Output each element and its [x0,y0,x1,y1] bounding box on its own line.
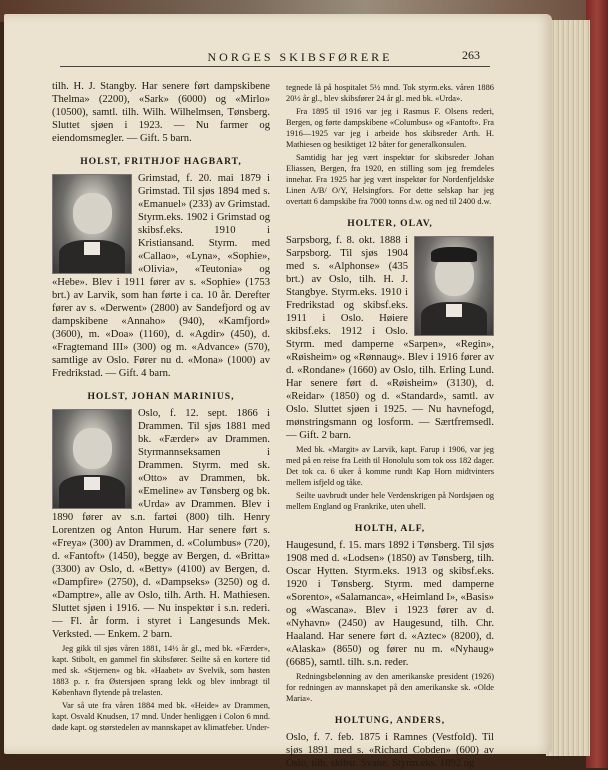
portrait-photo-holst-johan [52,409,132,509]
entry-note: Samtidig har jeg vært inspektør for skibsreder Johan Eliassen, Bergen, fra 1920, en stilling som jeg fremdeles innehar. Fra 1925 har jeg vært inspektør for Nordenfjeldske Linen A/B/ O/Y, Helsingfors. For dette selskap har jeg overtatt 6 dampskibe fra 7000 tonns d.w. og ned til 2400 d.w. [286,153,494,206]
entry-note: Var så ute fra våren 1884 med bk. «Heide» av Drammen, kapt. Osvald Knudsen, 17 mnd. Under henliggen i Colon 6 mnd. døde kapt. og størstedelen av mannskapet av klimatfeber. Under- [52,701,270,732]
portrait-photo-holst-frithjof [52,174,132,274]
entry-note: Fra 1895 til 1916 var jeg i Rasmus F. Olsens rederi, Bergen, og førte dampskibene «Columbus» og «Fantoft». Fra 1916—1925 var jeg i arbeide hos skibsreder Arth. H. Mathiesen og besiktiget 12 båter for generalkonsulen. [286,107,494,149]
entry-name-holst-johan: HOLST, JOHAN MARINIUS, [87,391,235,402]
entry-note: Redningsbelønning av den amerikanske president (1926) for redningen av mannskapet på den amerikanske sk. «Olde Maria». [286,672,494,703]
header-rule [60,66,490,67]
intro-paragraph: tilh. H. J. Stangby. Har senere ført dampskibene Thelma» (2200), «Sark» (6000) og «Mirlo» (10500), samtl. tilh. Wilh. Wilhelmsen, Tønsberg. Sluttet sjøen i 1923. — Nu farmer og eiendomsmegler. — Gift. 5 barn. [52,81,270,144]
page-edges [546,20,590,756]
entry-note: Med bk. «Margit» av Larvik, kapt. Farup i 1906, var jeg med på en reise fra Leith til Honolulu som tok oss 182 dager. Det tok ca. 6 uker å komme rundt Kap Horn midtvinters mellem isfjeld og tåke. [286,445,494,487]
page-number: 263 [462,48,480,62]
entry-note: Seilte uavbrudt under hele Verdenskrigen på Nordsjøen og mellem England og Frankrike, uten uhell. [286,491,494,511]
entry-text-holst-johan: Oslo, f. 12. sept. 1866 i Drammen. Til sjøs 1881 med bk. «Færder» av Drammen. Styrmannseksamen i Drammen. Styrm. med sk. «Otto» av Drammen, bk. «Emeline» av Tønsberg og bk. «Urda» av Drammen. Blev i 1890 fører av s.n. fartøi (800) tilh. Henry Lorentzen og Anton Hurum. Har senere ført s. «Freya» (300) av Drammen, d. «Columbus» (720), d. «Fantoft» (1450), begge av Bergen, d. «Britta» (3300) av Oslo, d. «Betty» (4100) av Bergen, d. «Dampfire» (2750), d. «Dampseks» (3250) og d. «Damptre», alle av Oslo, tilh. Arth. H. Mathiesen. Sluttet sjøen i 1916. — Nu inspektør i s.n. rederi. — Fl. år form. i styret i Langesunds Mek. Verksted. — Enkem. 2 barn. [52,408,270,640]
entry-name-holth-alf: HOLTH, ALF, [354,523,426,534]
entry-name-holter-olav: HOLTER, OLAV, [347,218,433,229]
entry-text-holter-olav: Sarpsborg, f. 8. okt. 1888 i Sarpsborg. Til sjøs 1904 med s. «Alphonse» (435 brt.) av Oslo, tilh. H. J. Stangbye. Styrm.eks. 1910 i Fredrikstad og skibsf.eks. 1911 i Oslo. Høiere skibsf.eks. 1912 i Oslo. Styrm. med damperne «Sarpen», «Regin», «Røisheim» og «Rønnaug». Blev i 1916 fører av d. «Rondane» (1660) av Oslo, tilh. Erling Lund. Har senere ført d. «Røisheim» (3130), d. «Reidar» (1850) og d. «Standard», samtl. av Oslo. Sluttet sjøen i 1925. — Nu havnefogd, mønstringsmann og losform. — Særtfremsedl. — Gift. 2 barn. [286,235,494,441]
entry-name-holtung-anders: HOLTUNG, ANDERS, [334,715,446,726]
right-column [286,80,494,770]
running-header: NORGES SKIBSFØRERE [207,50,393,64]
entry-name-holst-frithjof: HOLST, FRITHJOF HAGBART, [80,156,242,167]
entry-text-holth-alf: Haugesund, f. 15. mars 1892 i Tønsberg. Til sjøs 1908 med d. «Lodsen» (1850) av Tønsberg, tilh. Oscar Hytten. Styrm.eks. 1913 og skibsf.eks. 1920 i Tønsberg. Styrm. med damperne «Sorento», «Salamanca», «Heimland I», «Basis» og «Wascana». Blev i 1923 fører av d. «Nyhavn» (2450) av Haugesund, tilh. Chr. Haaland. Har senere ført d. «Aztec» (8200), d. «Alaska» (8650) og fører nu m. «Nyhaug» (6685), samtl. tilh. s.n. reder. [286,540,495,668]
left-column [52,80,270,733]
entry-text-holtung-anders: Oslo, f. 7. feb. 1875 i Ramnes (Vestfold). Til sjøs 1891 med s. «Richard Cobden» (600) av Oslo, tilh. skibsr. Svane. Styrm.eks. 1892 og [286,732,494,769]
entry-text-holst-frithjof: Grimstad, f. 20. mai 1879 i Grimstad. Til sjøs 1894 med s. «Emanuel» (233) av Grimstad. Styrm.eks. 1902 i Grimstad og skibsf.eks. 1910 i Kristiansand. Styrm. med «Callao», «Lyna», «Sophie», «Olivia», «Teutonia» og «Hebe». Blev i 1911 fører av s. «Sophie» (1753 brt.) av Larvik, som han førte i ca. 10 år. Derefter fører av s. «Derwent» (2800) av Sandefjord og av dampskibene «Annaho» (940), «Kamfjord» (3600), m. «Doa» (1160), d. «Agdir» (450), d. «Fragtemand III» (300) og m. «Advance» (570), samtlige av Oslo. Fører nu d. «Mona» (1000) av Fredrikstad. — Gift. 4 barn. [52,173,270,379]
portrait-photo-holter-olav [414,236,494,336]
entry-note-continued: tegnede lå på hospitalet 5½ mnd. Tok styrm.eks. våren 1886 20½ år gl., blev skibsfører 24 år gl. med bk. «Urda». [286,83,494,103]
entry-note: Jeg gikk til sjøs våren 1881, 14½ år gl., med bk. «Færder», kapt. Stibolt, en gammel fin skibsfører. Seilte så en kortere tid med sk. «Stjernen» og bk. «Haabet» av Svelvik, som høsten 1883 p. r. fra Østersjøen sprang lekk og blev innbragt til København flytende på trelasten. [52,644,270,697]
